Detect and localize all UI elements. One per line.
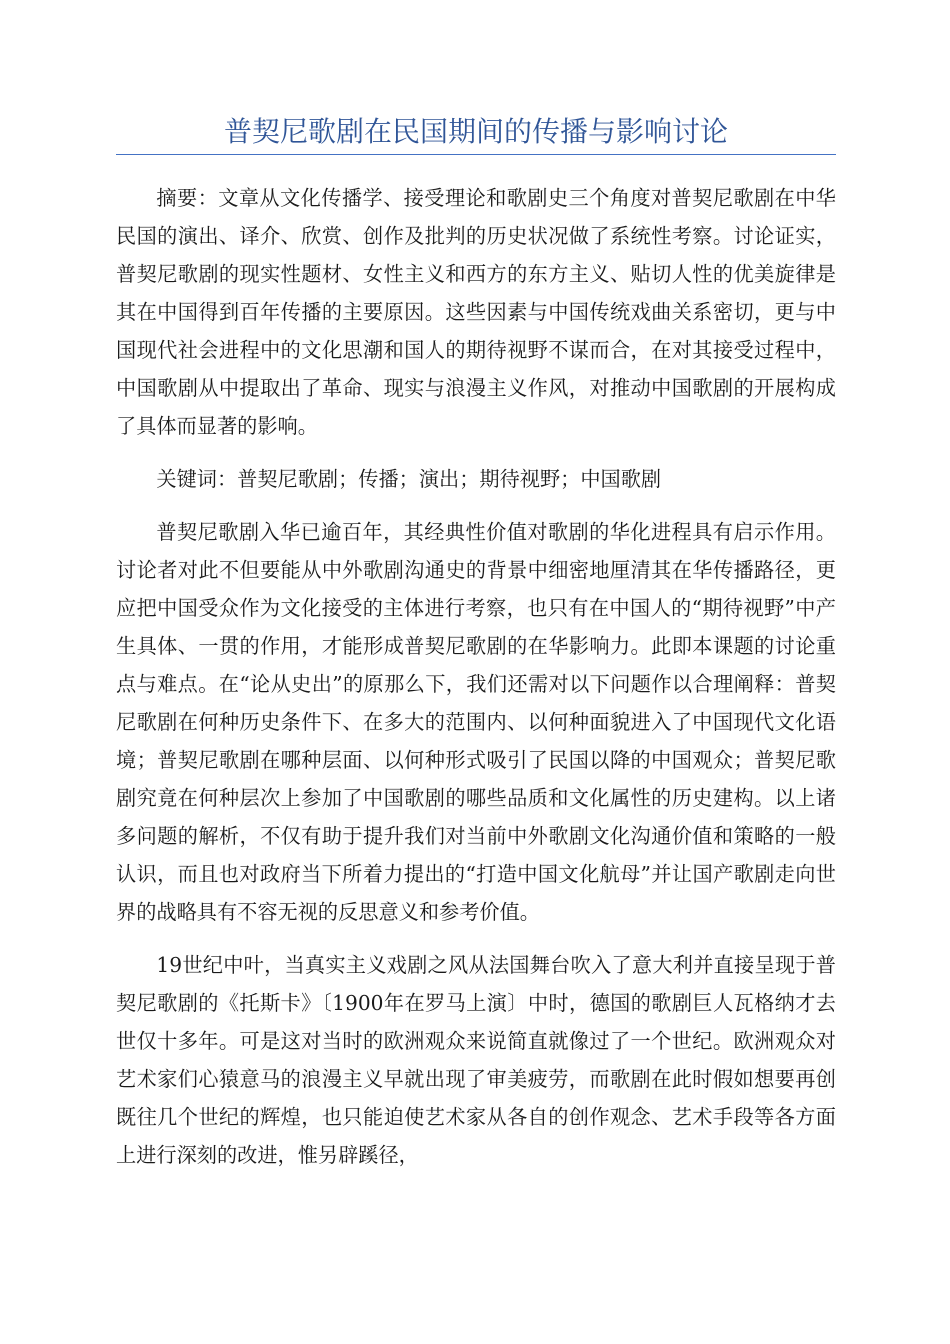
keywords-paragraph: 关键词：普契尼歌剧；传播；演出；期待视野；中国歌剧 bbox=[156, 467, 662, 491]
document-page bbox=[116, 112, 836, 1189]
abstract-paragraph: 摘要：文章从文化传播学、接受理论和歌剧史三个角度对普契尼歌剧在中华民国的演出、译介、欣赏、创作及批判的历史状况做了系统性考察。讨论证实，普契尼歌剧的现实性题材、女性主义和西方的东方主义、贴切人性的优美旋律是其在中国得到百年传播的主要原因。这些因素与中国传统戏曲关系密切，更与中国现代社会进程中的文化思潮和国人的期待视野不谋而合，在对其接受过程中，中国歌剧从中提取出了革命、现实与浪漫主义作风，对推动中国歌剧的开展构成了具体而显著的影响。 bbox=[116, 186, 836, 438]
document-title: 普契尼歌剧在民国期间的传播与影响讨论 bbox=[223, 115, 728, 148]
body-paragraph-1: 普契尼歌剧入华已逾百年，其经典性价值对歌剧的华化进程具有启示作用。讨论者对此不但要能从中外歌剧沟通史的背景中细密地厘清其在华传播路径，更应把中国受众作为文化接受的主体进行考察，也只有在中国人的“期待视野”中产生具体、一贯的作用，才能形成普契尼歌剧的在华影响力。此即本课题的讨论重点与难点。在“论从史出”的原那么下，我们还需对以下问题作以合理阐释：普契尼歌剧在何种历史条件下、在多大的范围内、以何种面貌进入了中国现代文化语境；普契尼歌剧在哪种层面、以何种形式吸引了民国以降的中国观众；普契尼歌剧究竟在何种层次上参加了中国歌剧的哪些品质和文化属性的历史建构。以上诸多问题的解析，不仅有助于提升我们对当前中外歌剧文化沟通价值和策略的一般认识，而且也对政府当下所着力提出的“打造中国文化航母”并让国产歌剧走向世界的战略具有不容无视的反思意义和参考价值。 bbox=[116, 520, 836, 924]
title-underline bbox=[116, 154, 836, 155]
body-paragraph-2: 19世纪中叶，当真实主义戏剧之风从法国舞台吹入了意大利并直接呈现于普契尼歌剧的《托斯卡》〔1900年在罗马上演〕中时，德国的歌剧巨人瓦格纳才去世仅十多年。可是这对当时的欧洲观众来说简直就像过了一个世纪。欧洲观众对艺术家们心猿意马的浪漫主义早就出现了审美疲劳，而歌剧在此时假如想要再创既往几个世纪的辉煌，也只能迫使艺术家从各自的创作观念、艺术手段等各方面上进行深刻的改进，惟另辟蹊径， bbox=[116, 953, 836, 1167]
